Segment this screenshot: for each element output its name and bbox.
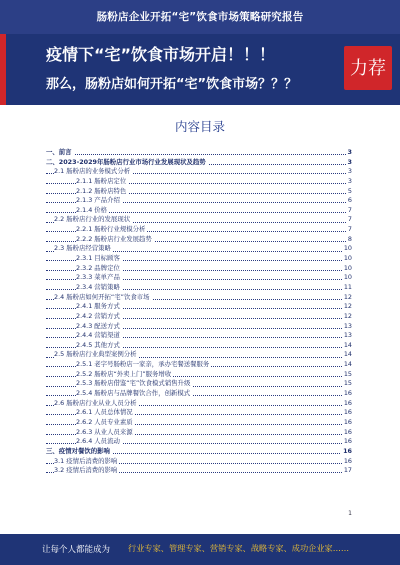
toc-entry[interactable]	[46, 418, 352, 428]
toc-entry-text: 2.6 肠粉店行业从业人员分析	[54, 398, 137, 407]
toc-entry-page: 7	[347, 225, 352, 234]
page-number: 1	[348, 510, 352, 517]
toc-entry-text: 2.4 肠粉店如何开拓“宅”饮食市场	[54, 292, 150, 301]
toc-entry-text: 2.3.1 目标顾客	[76, 254, 120, 263]
toc-entry-text: 2.5.1 老字号肠粉店一家亲，承办宅餐送餐服务	[76, 360, 210, 369]
toc-entry[interactable]	[46, 177, 352, 187]
toc-entry[interactable]	[46, 389, 352, 399]
toc-entry-page: 13	[343, 331, 352, 340]
toc-entry[interactable]	[46, 158, 352, 168]
toc-entry[interactable]	[46, 457, 352, 467]
toc-entry-text: 2.4.1 服务方式	[76, 302, 120, 311]
toc-entry-page: 7	[347, 205, 352, 214]
toc-entry-page: 16	[343, 446, 352, 455]
toc-entry-page: 16	[343, 427, 352, 436]
toc-entry[interactable]	[46, 148, 352, 158]
hero-banner	[0, 34, 400, 105]
toc-entry-text: 2.6.3 从业人员来源	[76, 427, 133, 436]
toc-entry[interactable]	[46, 466, 352, 476]
toc-entry-text: 3.1 疫情后消费的影响	[54, 456, 118, 465]
brand-logo-text: 力荐	[350, 58, 386, 79]
toc-entry-page: 16	[343, 398, 352, 407]
toc-entry-text: 2.3 肠粉店经营策略	[54, 244, 111, 253]
toc-entry-page: 7	[347, 215, 352, 224]
brand-logo	[344, 46, 392, 90]
toc-entry-page: 14	[343, 350, 352, 359]
toc-entry-page: 6	[347, 196, 352, 205]
toc-entry-text: 2.5 肠粉店行业典型案例分析	[54, 350, 137, 359]
toc-entry-text: 2.5.4 肠粉店与品牌餐饮合作，创新模式	[76, 389, 191, 398]
toc-entry[interactable]	[46, 293, 352, 303]
toc-entry-page: 8	[347, 234, 352, 243]
toc-entry-page: 3	[347, 148, 352, 156]
toc-entry-text: 2.2.1 肠粉行业规模分析	[76, 225, 146, 234]
toc-entry-text: 2.4.2 营销方式	[76, 311, 120, 320]
toc-entry-page: 12	[343, 292, 352, 301]
toc-entry-text: 2.3.2 品牌定位	[76, 263, 120, 272]
toc-entry-page: 10	[343, 244, 352, 253]
toc-entry-page: 14	[343, 340, 352, 349]
toc-entry-text: 2.3.3 菜单产品	[76, 273, 120, 282]
toc-entry[interactable]	[46, 341, 352, 351]
toc-entry[interactable]	[46, 187, 352, 197]
report-title: 肠粉店企业开拓“宅”饮食市场策略研究报告	[96, 11, 304, 23]
toc-entry[interactable]	[46, 235, 352, 245]
toc-entry-text: 2.4.5 其他方式	[76, 340, 120, 349]
toc-entry-page: 16	[343, 437, 352, 446]
toc-entry[interactable]	[46, 428, 352, 438]
toc-entry-page: 5	[347, 186, 352, 195]
toc-entry[interactable]	[46, 350, 352, 360]
toc-entry-page: 12	[343, 311, 352, 320]
toc-entry-text: 2.1.2 肠粉店特色	[76, 186, 127, 195]
toc-entry-text: 2.2.2 肠粉店行业发展趋势	[76, 234, 152, 243]
toc-entry-page: 11	[343, 282, 352, 291]
toc-entry-page: 16	[343, 456, 352, 465]
toc-entry-text: 一、前言	[46, 148, 72, 156]
toc-entry[interactable]	[46, 167, 352, 177]
toc-entry[interactable]	[46, 273, 352, 283]
toc-entry-text: 2.2 肠粉店行业的发展现状	[54, 215, 131, 224]
toc-entry[interactable]	[46, 254, 352, 264]
toc-entry[interactable]	[46, 408, 352, 418]
toc-entry[interactable]	[46, 283, 352, 293]
toc-entry-text: 2.1 肠粉店的业务模式分析	[54, 167, 131, 176]
toc-entry-page: 15	[343, 379, 352, 388]
footer-tagline: 行业专家、管理专家、营销专家、战略专家、成功企业家……	[128, 543, 350, 553]
toc-entry[interactable]	[46, 302, 352, 312]
toc-entry-page: 3	[347, 157, 352, 166]
toc-entry-text: 2.6.2 人员专业素质	[76, 417, 133, 426]
toc-entry-text: 2.5.2 肠粉店“外卖上门”服务增收	[76, 369, 172, 378]
toc-entry-page: 15	[343, 369, 352, 378]
toc-entry-text: 三、疫情对餐饮的影响	[46, 446, 110, 455]
toc-entry[interactable]	[46, 360, 352, 370]
toc-entry-page: 16	[343, 389, 352, 398]
toc-leader-dots	[46, 154, 352, 155]
toc-entry-page: 10	[343, 273, 352, 282]
banner-subheadline: 那么，肠粉店如何开拓“宅”饮食市场？？？	[46, 77, 298, 92]
toc-entry[interactable]	[46, 437, 352, 447]
toc-entry-page: 13	[343, 321, 352, 330]
toc-entry-page: 16	[343, 417, 352, 426]
toc-entry[interactable]	[46, 379, 352, 389]
footer-slogan: 让每个人都能成为	[42, 545, 111, 555]
toc-entry-page: 12	[343, 302, 352, 311]
table-of-contents	[46, 148, 352, 476]
accent-stripe	[0, 34, 6, 105]
toc-entry-text: 二、2023-2029年肠粉店行业市场行业发展现状及趋势	[46, 157, 206, 166]
toc-entry-text: 2.4.3 配送方式	[76, 321, 120, 330]
toc-entry-page: 3	[347, 176, 352, 185]
toc-entry-text: 2.1.1 肠粉店定位	[76, 176, 127, 185]
toc-entry[interactable]	[46, 215, 352, 225]
toc-entry-page: 10	[343, 254, 352, 263]
toc-entry-text: 2.6.1 人员总体情况	[76, 408, 133, 417]
toc-entry[interactable]	[46, 399, 352, 409]
toc-entry-text: 2.1.4 价格	[76, 205, 108, 214]
footer-bar	[0, 534, 400, 565]
toc-entry[interactable]	[46, 447, 352, 457]
toc-entry-text: 2.4.4 营销渠道	[76, 331, 120, 340]
toc-entry-text: 2.6.4 人员流动	[76, 437, 120, 446]
toc-entry-text: 2.5.3 肠粉店借鉴“宅”饮食模式销售升级	[76, 379, 191, 388]
toc-entry-page: 3	[347, 167, 352, 176]
toc-entry[interactable]	[46, 264, 352, 274]
toc-entry[interactable]	[46, 370, 352, 380]
toc-entry[interactable]	[46, 196, 352, 206]
toc-entry[interactable]	[46, 331, 352, 341]
toc-title: 内容目录	[174, 119, 225, 134]
toc-entry-page: 10	[343, 263, 352, 272]
top-header-bar	[0, 0, 400, 34]
toc-entry-page: 17	[343, 466, 352, 475]
banner-headline: 疫情下“宅”饮食市场开启！！！	[46, 45, 276, 64]
toc-entry-page: 16	[343, 408, 352, 417]
toc-entry-text: 2.3.4 营销策略	[76, 282, 120, 291]
toc-entry[interactable]	[46, 225, 352, 235]
toc-entry-text: 3.2 疫情后消费的影响	[54, 466, 118, 475]
toc-entry-page: 14	[343, 360, 352, 369]
toc-entry[interactable]	[46, 312, 352, 322]
toc-entry[interactable]	[46, 244, 352, 254]
toc-entry[interactable]	[46, 322, 352, 332]
toc-entry-text: 2.1.3 产品介绍	[76, 196, 120, 205]
